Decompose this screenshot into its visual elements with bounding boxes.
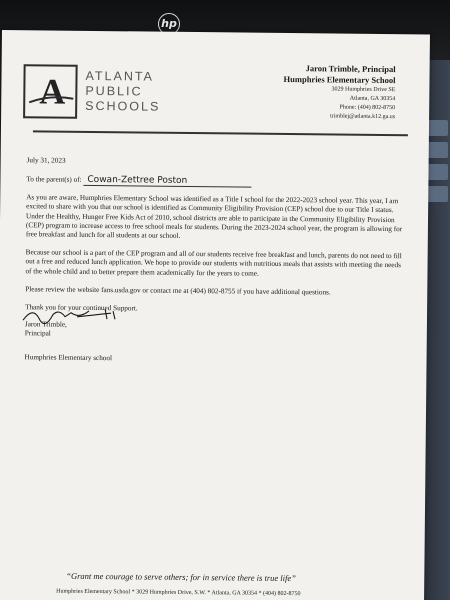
closing-line: Thank you for your continued Support. [25,303,138,313]
school-city: Atlanta, GA 30354 [349,95,396,103]
paragraph-title-one: As you are aware, Humphries Elementary School was identified as a Title I school for the 2022-2023 school year. This year, I am excited to share with you that our school is identified as Community Eligibility Provision (CEP) school due to our Title I status. Under the Healthy, Hunger Free Kids Act of 2010, school districts are able to participate in the Community Eligibility Provision (CEP) program to increase access to free school meals for students. During the 2023-2024 school year, the program is allowing for free breakfast and lunch for all students at our school. [25,193,403,240]
principal-name: Jaron Trimble, Principal [305,63,396,75]
student-name: Cowan-Zettree Poston [83,175,251,188]
recipient-label: To the parent(s) of: [26,175,82,185]
letterhead-contact [283,63,396,122]
signer-name: Jaron Trimble, [24,320,67,329]
logo-line-1: ATLANTA [85,68,155,84]
signer-school: Humphries Elementary school [24,352,113,362]
aps-logo-mark-icon: A [23,64,78,119]
aps-logo-text [85,69,161,115]
logo-line-2: PUBLIC [85,83,143,99]
letter-page [0,30,430,600]
hp-logo-icon: hp [158,13,180,35]
principal-email: trimblej@atlanta.k12.ga.us [330,113,396,121]
school-address: 3029 Humphries Drive SE [331,86,396,94]
aps-logo [23,64,168,120]
signature-scribble-icon [19,304,129,327]
recipient-line [26,174,404,189]
letter-body [25,156,405,366]
footer-address: Humphries Elementary School * 3029 Humphries Drive, S.W. * Atlanta, GA 30354 * (404) 802-8750 [56,588,301,598]
letter-date: July 31, 2023 [26,156,66,165]
signer-title: Principal [24,329,51,338]
school-name: Humphries Elementary School [283,73,396,86]
school-motto: “Grant me courage to serve others; for in service there is true life” [66,570,296,584]
paragraph-cep: Because our school is a part of the CEP program and all of our students receive free breakfast and lunch, parents do not need to fill out a free and reduced lunch application. We hope to provide our students with nutritious meals that assists with meeting the needs of the whole child and to better prepare them academically for the years to come. [25,248,402,278]
header-divider [33,130,408,136]
paragraph-contact: Please review the website fans.usda.gov or contact me at (404) 802-8755 if you have additional questions. [25,285,331,297]
logo-line-3: SCHOOLS [85,98,161,114]
school-phone: Phone: (404) 802-8750 [339,104,396,112]
